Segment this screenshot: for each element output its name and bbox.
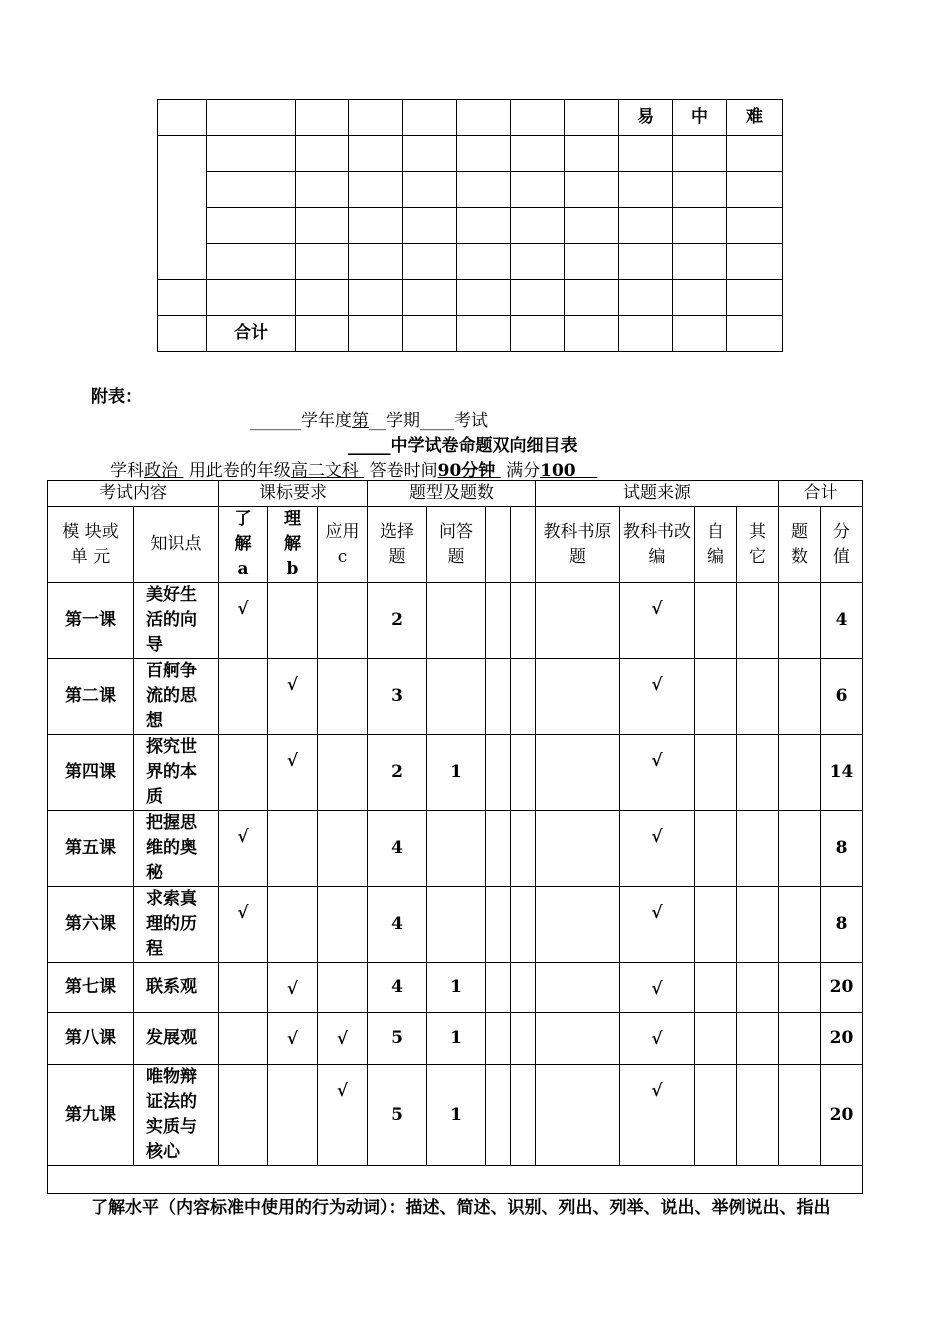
score-cell: 20 [821,963,863,1013]
textbook-adapted-mark: √ [620,735,695,811]
apply-mark: √ [318,1065,368,1166]
score-cell: 8 [821,887,863,963]
apply-mark: √ [318,1013,368,1065]
qa-count: 1 [427,1065,486,1166]
understand-mark [219,659,268,735]
blank-year: ______ [250,411,301,431]
qa-count [427,583,486,659]
sub-header-understand: 了解a [219,507,268,583]
understand-mark [219,1013,268,1065]
lesson-cell: 第八课 [48,1013,134,1065]
spec-table [47,480,863,1194]
textbook-adapted-mark: √ [620,1065,695,1166]
sub-header-score: 分值 [821,507,863,583]
textbook-adapted-mark: √ [620,887,695,963]
score-cell: 8 [821,811,863,887]
top-cell [403,100,457,136]
knowledge-point-cell: 发展观 [134,1013,219,1065]
understand-mark: √ [219,811,268,887]
lesson-cell: 第五课 [48,811,134,887]
top-table-row [158,136,783,172]
total-label: 合计 [207,316,296,352]
qa-count [427,659,486,735]
year-label: 学年度 [301,411,352,431]
textbook-adapted-mark: √ [620,659,695,735]
time-value: 90分钟 [437,461,496,481]
choice-count: 5 [368,1065,427,1166]
full-score-value: 100 [540,461,576,481]
understand-mark: √ [219,583,268,659]
semester-label: 学期 [386,411,420,431]
top-difficulty-table [157,99,783,352]
blank-school: _____ [348,436,391,456]
sub-header-comprehend: 理解b [268,507,318,583]
blank-exam: ____ [420,411,454,431]
header-curriculum-req: 课标要求 [219,481,368,507]
sub-header-row [48,507,863,583]
sub-header-apply: 应用c [318,507,368,583]
sub-header-textbook-adapted: 教科书改编 [620,507,695,583]
qa-count [427,811,486,887]
score-cell: 20 [821,1013,863,1065]
header-source: 试题来源 [536,481,779,507]
top-cell [349,100,403,136]
comprehend-mark [268,887,318,963]
qa-count [427,887,486,963]
table-row [48,1065,863,1166]
top-cell [296,100,349,136]
blank-row [48,1166,863,1194]
score-cell: 14 [821,735,863,811]
understand-mark [219,963,268,1013]
header-question-types: 题型及题数 [368,481,536,507]
qa-count: 1 [427,1013,486,1065]
textbook-adapted-mark: √ [620,811,695,887]
knowledge-point-cell: 联系观 [134,963,219,1013]
choice-count: 4 [368,963,427,1013]
apply-mark [318,811,368,887]
header-exam-content: 考试内容 [48,481,219,507]
top-table-total-row [158,316,783,352]
semester-prefix: 第 [352,411,369,431]
sub-header-qa: 问答题 [427,507,486,583]
subject-label: 学科 [110,461,144,481]
table-row [48,811,863,887]
sub-header-blank [486,507,511,583]
score-cell: 4 [821,583,863,659]
lesson-cell: 第四课 [48,735,134,811]
lesson-cell: 第二课 [48,659,134,735]
apply-mark [318,659,368,735]
difficulty-hard: 难 [727,100,783,136]
qa-count: 1 [427,735,486,811]
table-row [48,887,863,963]
lesson-cell: 第六课 [48,887,134,963]
comprehend-mark: √ [268,735,318,811]
top-table-row [158,280,783,316]
sub-header-blank [511,507,536,583]
score-cell: 20 [821,1065,863,1166]
sub-header-other: 其它 [737,507,779,583]
sub-header-choice: 选择题 [368,507,427,583]
top-cell [158,100,207,136]
exam-label: 考试 [454,411,488,431]
appendix-label: 附表： [91,387,142,407]
table-row [48,583,863,659]
knowledge-point-cell: 唯物辩证法的实质与核心 [134,1065,219,1166]
knowledge-point-cell: 百舸争流的思想 [134,659,219,735]
sub-header-count: 题数 [779,507,821,583]
textbook-adapted-mark: √ [620,1013,695,1065]
comprehend-mark [268,1065,318,1166]
comprehend-mark: √ [268,1013,318,1065]
textbook-adapted-mark: √ [620,963,695,1013]
knowledge-point-cell: 把握思维的奥秘 [134,811,219,887]
time-label: 答卷时间 [369,461,438,481]
grade-label: 用此卷的年级 [188,461,291,481]
lesson-cell: 第一课 [48,583,134,659]
comprehend-mark: √ [268,963,318,1013]
apply-mark [318,887,368,963]
apply-mark [318,735,368,811]
qa-count: 1 [427,963,486,1013]
top-table-header-row [158,100,783,136]
exam-title-line [250,406,488,431]
header-total: 合计 [779,481,863,507]
subject-value: 政治 [144,461,178,481]
choice-count: 4 [368,811,427,887]
top-table-row [158,208,783,244]
lesson-cell: 第九课 [48,1065,134,1166]
sub-header-textbook-original: 教科书原题 [536,507,620,583]
knowledge-point-cell: 求索真理的历程 [134,887,219,963]
top-cell [207,100,296,136]
table-row [48,963,863,1013]
group-header-row [48,481,863,507]
understand-mark [219,735,268,811]
choice-count: 5 [368,1013,427,1065]
textbook-adapted-mark: √ [620,583,695,659]
knowledge-point-cell: 探究世界的本质 [134,735,219,811]
table-title [348,431,578,456]
choice-count: 3 [368,659,427,735]
exam-info-line [110,456,597,481]
table-row [48,659,863,735]
top-table-row [158,172,783,208]
grade-value: 高二文科 [290,461,359,481]
understand-mark: √ [219,887,268,963]
choice-count: 2 [368,735,427,811]
choice-count: 4 [368,887,427,963]
apply-mark [318,963,368,1013]
document-title: 中学试卷命题双向细目表 [390,436,578,456]
understand-mark [219,1065,268,1166]
lesson-cell: 第七课 [48,963,134,1013]
difficulty-medium: 中 [673,100,727,136]
footer-text: 了解水平（内容标准中使用的行为动词）：描述、简述、识别、列出、列举、说出、举例说出、指出 [91,1198,831,1218]
top-cell [511,100,565,136]
table-row [48,735,863,811]
comprehend-mark [268,811,318,887]
blank-semester: __ [369,411,386,431]
apply-mark [318,583,368,659]
score-cell: 6 [821,659,863,735]
knowledge-point-cell: 美好生活的向导 [134,583,219,659]
sub-header-knowledge: 知识点 [134,507,219,583]
top-cell [457,100,511,136]
difficulty-easy: 易 [619,100,673,136]
sub-header-self: 自编 [695,507,737,583]
choice-count: 2 [368,583,427,659]
top-cell [565,100,619,136]
full-score-label: 满分 [506,461,541,481]
comprehend-mark: √ [268,659,318,735]
comprehend-mark [268,583,318,659]
top-cell [158,136,207,280]
table-row [48,1013,863,1065]
sub-header-module: 模 块或单 元 [48,507,134,583]
top-table-row [158,244,783,280]
